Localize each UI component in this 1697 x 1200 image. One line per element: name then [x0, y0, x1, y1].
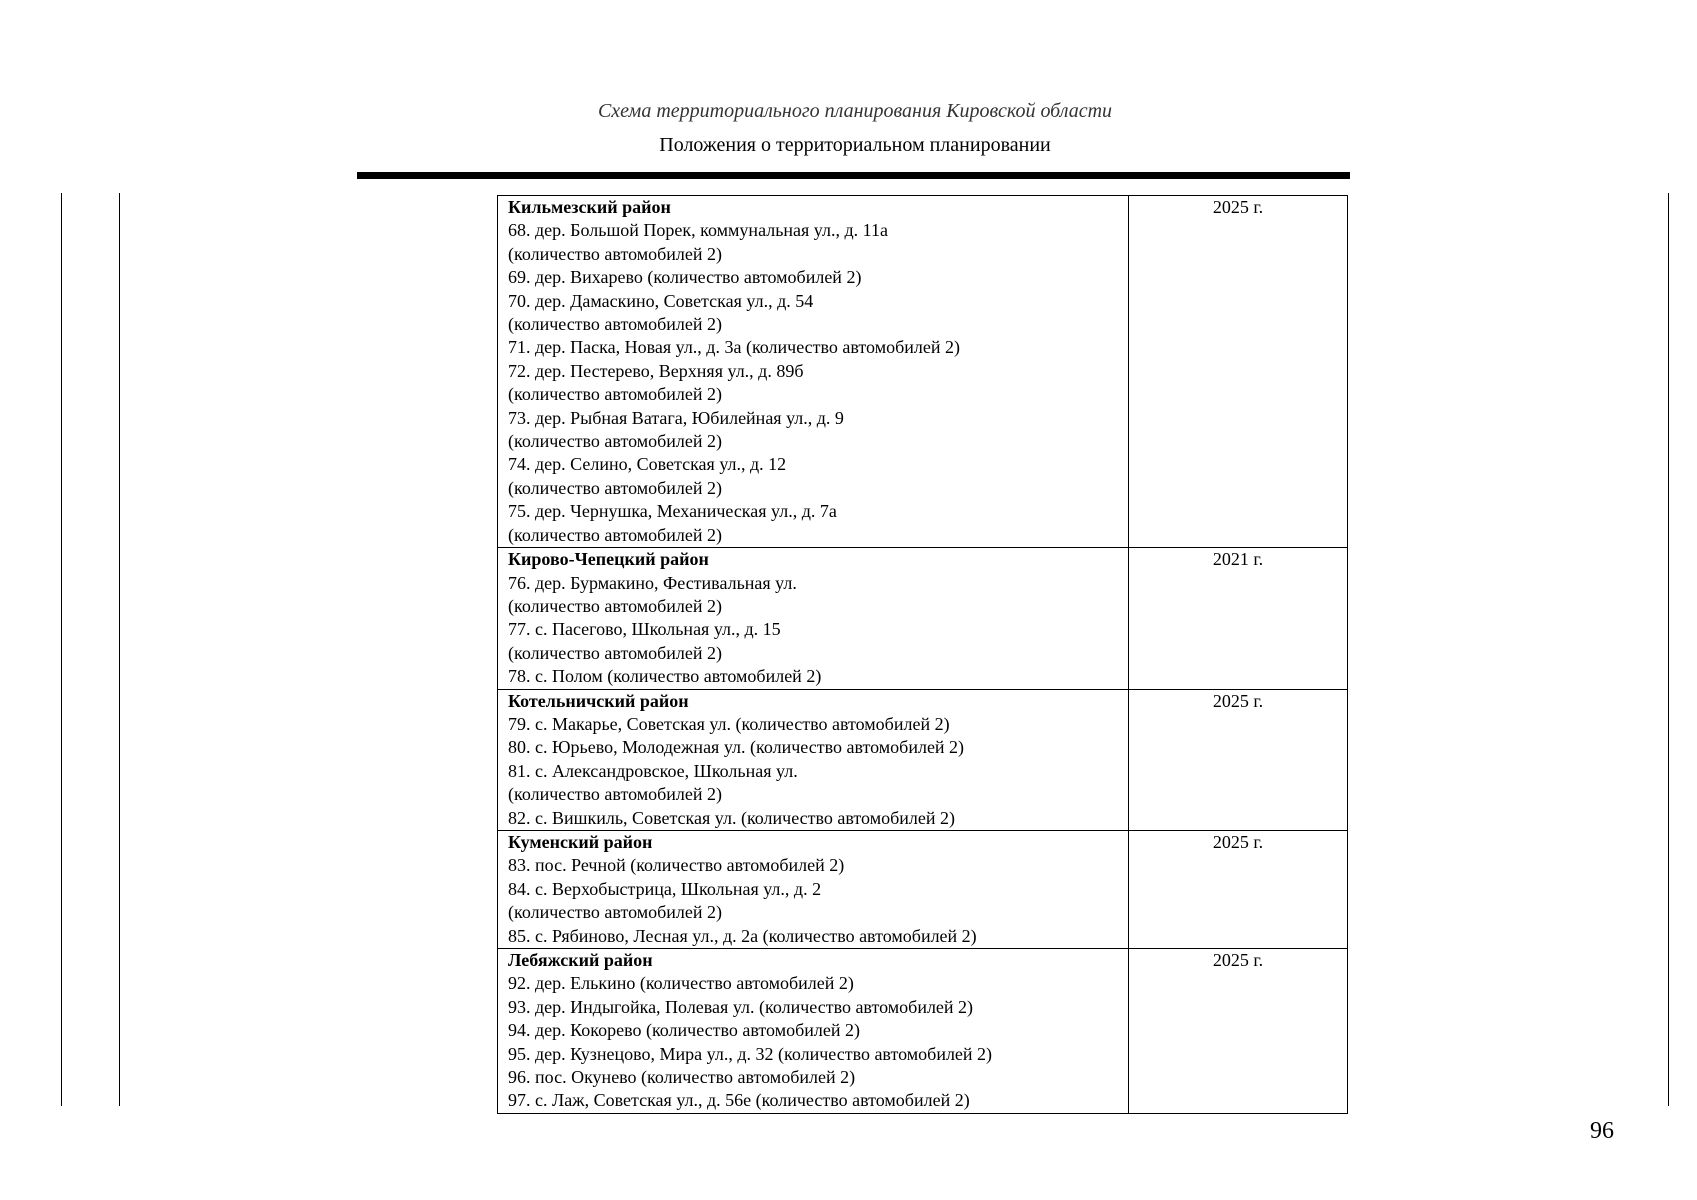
- location-line: 68. дер. Большой Порек, коммунальная ул., д. 11а: [508, 220, 888, 241]
- location-line: (количество автомобилей 2): [508, 642, 723, 663]
- location-line: 74. дер. Селино, Советская ул., д. 12: [508, 454, 787, 475]
- location-line: 80. с. Юрьево, Молодежная ул. (количество автомобилей 2): [508, 737, 965, 758]
- location-line: 92. дер. Елькино (количество автомобилей 2): [508, 973, 854, 994]
- location-line: (количество автомобилей 2): [508, 595, 723, 616]
- location-line: 70. дер. Дамаскино, Советская ул., д. 54: [508, 290, 814, 311]
- document-title: Схема территориального планирования Кировской области: [597, 100, 1113, 122]
- district-name: Котельничский район: [508, 690, 689, 711]
- year-cell: 2025 г.: [1129, 830, 1348, 948]
- location-line: 97. с. Лаж, Советская ул., д. 56е (количество автомобилей 2): [508, 1090, 970, 1111]
- district-cell: [498, 949, 1129, 1114]
- location-line: 83. пос. Речной (количество автомобилей 2): [508, 855, 845, 876]
- facilities-table-body: [498, 196, 1348, 1114]
- location-line: 76. дер. Бурмакино, Фестивальная ул.: [508, 572, 797, 593]
- district-name: Кильмезский район: [508, 197, 671, 217]
- location-line: (количество автомобилей 2): [508, 384, 723, 405]
- table-row: [498, 196, 1348, 548]
- location-line: 71. дер. Паска, Новая ул., д. 3а (количество автомобилей 2): [508, 337, 960, 358]
- table-row: [498, 548, 1348, 689]
- location-line: (количество автомобилей 2): [508, 902, 723, 923]
- location-line: (количество автомобилей 2): [508, 477, 723, 498]
- page-number: 96: [1590, 1118, 1614, 1144]
- document-subtitle: Положения о территориальном планировании: [659, 134, 1051, 156]
- facilities-table: [497, 195, 1348, 1114]
- location-line: 73. дер. Рыбная Ватага, Юбилейная ул., д. 9: [508, 407, 844, 428]
- location-line: (количество автомобилей 2): [508, 524, 723, 545]
- location-line: 82. с. Вишкиль, Советская ул. (количество автомобилей 2): [508, 807, 955, 828]
- year-cell: 2025 г.: [1129, 949, 1348, 1114]
- location-line: 85. с. Рябиново, Лесная ул., д. 2а (количество автомобилей 2): [508, 925, 977, 946]
- location-line: 72. дер. Пестерево, Верхняя ул., д. 89б: [508, 360, 804, 381]
- district-cell: [498, 830, 1129, 948]
- header-divider: [357, 172, 1350, 179]
- table-row: [498, 949, 1348, 1114]
- location-line: 69. дер. Вихарево (количество автомобилей 2): [508, 267, 862, 288]
- margin-line-right: [1668, 193, 1669, 1106]
- location-line: 75. дер. Чернушка, Механическая ул., д. 7а: [508, 501, 837, 522]
- district-cell: [498, 196, 1129, 548]
- location-line: 95. дер. Кузнецово, Мира ул., д. 32 (количество автомобилей 2): [508, 1043, 993, 1064]
- year-cell: 2025 г.: [1129, 196, 1348, 548]
- location-line: 84. с. Верхобыстрица, Школьная ул., д. 2: [508, 878, 822, 899]
- location-line: 81. с. Александровское, Школьная ул.: [508, 760, 798, 781]
- table-row: [498, 830, 1348, 948]
- district-name: Кирово-Чепецкий район: [508, 549, 709, 570]
- district-name: Куменский район: [508, 831, 653, 852]
- location-line: 94. дер. Кокорево (количество автомобилей 2): [508, 1020, 860, 1041]
- year-cell: 2021 г.: [1129, 548, 1348, 689]
- location-line: (количество автомобилей 2): [508, 431, 723, 452]
- district-cell: [498, 548, 1129, 689]
- location-line: (количество автомобилей 2): [508, 243, 723, 264]
- year-cell: 2025 г.: [1129, 689, 1348, 830]
- location-line: 79. с. Макарье, Советская ул. (количество автомобилей 2): [508, 713, 950, 734]
- location-line: (количество автомобилей 2): [508, 314, 723, 335]
- table-row: [498, 689, 1348, 830]
- location-line: 78. с. Полом (количество автомобилей 2): [508, 666, 822, 687]
- location-line: (количество автомобилей 2): [508, 784, 723, 805]
- margin-line-left-inner: [119, 193, 120, 1106]
- location-line: 77. с. Пасегово, Школьная ул., д. 15: [508, 619, 781, 640]
- district-cell: [498, 689, 1129, 830]
- location-line: 93. дер. Индыгойка, Полевая ул. (количество автомобилей 2): [508, 996, 974, 1017]
- location-line: 96. пос. Окунево (количество автомобилей 2): [508, 1067, 856, 1088]
- margin-line-left-outer: [61, 193, 62, 1106]
- district-name: Лебяжский район: [508, 950, 653, 970]
